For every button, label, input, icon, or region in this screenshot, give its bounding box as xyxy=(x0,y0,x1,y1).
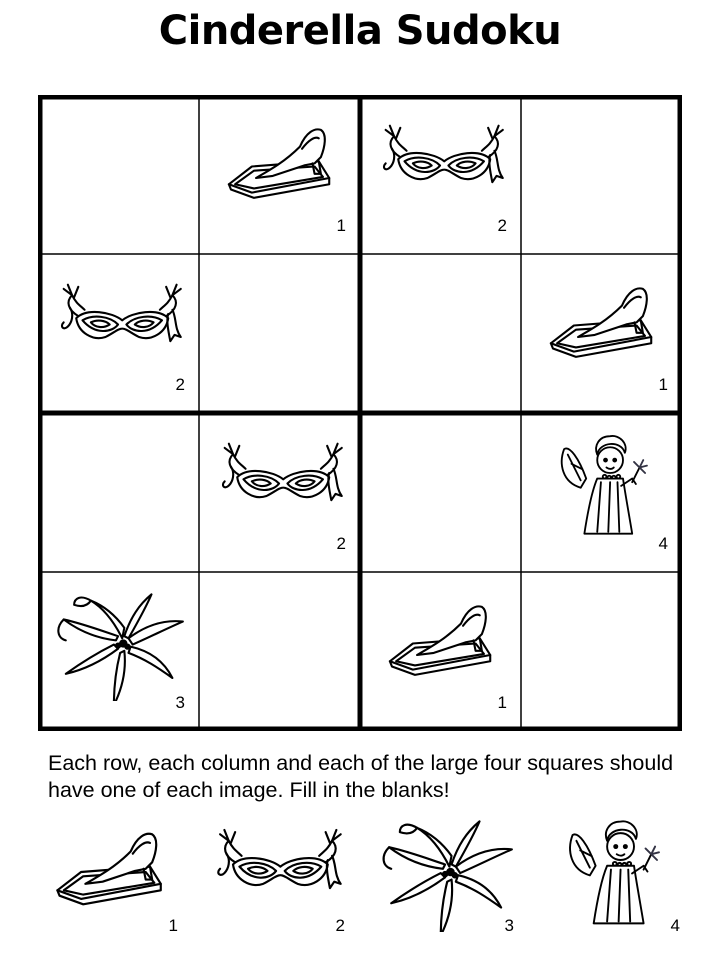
sudoku-cell[interactable] xyxy=(38,254,199,413)
masquerade-mask-icon xyxy=(205,812,345,932)
sudoku-cell[interactable] xyxy=(199,413,360,572)
sudoku-cell[interactable] xyxy=(360,254,521,413)
fairy-godmother-icon xyxy=(540,812,680,932)
sudoku-cell[interactable] xyxy=(360,413,521,572)
legend-masquerade-mask xyxy=(205,812,355,942)
sudoku-cell[interactable] xyxy=(199,95,360,254)
sudoku-cell[interactable] xyxy=(521,572,682,731)
piece-number: 1 xyxy=(497,693,507,712)
sudoku-cell[interactable] xyxy=(38,95,199,254)
piece-number: 2 xyxy=(175,375,185,394)
poinsettia-flower-icon xyxy=(48,586,186,701)
masquerade-mask-icon xyxy=(370,109,508,224)
legend-number: 1 xyxy=(168,916,178,935)
glass-slipper-icon xyxy=(38,812,178,932)
glass-slipper-icon xyxy=(531,268,669,383)
legend-poinsettia-flower xyxy=(374,812,524,942)
piece-number: 1 xyxy=(658,375,668,394)
sudoku-cell[interactable] xyxy=(521,95,682,254)
legend-number: 2 xyxy=(335,916,345,935)
sudoku-cell[interactable] xyxy=(360,95,521,254)
masquerade-mask-icon xyxy=(48,268,186,383)
piece-number: 2 xyxy=(497,216,507,235)
sudoku-cell[interactable] xyxy=(199,572,360,731)
sudoku-cell[interactable] xyxy=(521,413,682,572)
page-title: Cinderella Sudoku xyxy=(158,8,562,54)
fairy-godmother-icon xyxy=(531,427,669,542)
sudoku-grid xyxy=(38,95,682,731)
sudoku-cell[interactable] xyxy=(38,413,199,572)
instructions-text: Each row, each column and each of the large four squares should have one of each image. Fill in the blanks! xyxy=(48,751,674,802)
masquerade-mask-icon xyxy=(209,427,347,542)
glass-slipper-icon xyxy=(209,109,347,224)
legend-glass-slipper xyxy=(38,812,188,942)
sudoku-cell[interactable] xyxy=(38,572,199,731)
piece-number: 1 xyxy=(336,216,346,235)
sudoku-cell[interactable] xyxy=(360,572,521,731)
sudoku-cell[interactable] xyxy=(199,254,360,413)
sudoku-cell[interactable] xyxy=(521,254,682,413)
glass-slipper-icon xyxy=(370,586,508,701)
piece-number: 4 xyxy=(658,534,668,553)
piece-number: 2 xyxy=(336,534,346,553)
legend-number: 4 xyxy=(670,916,680,935)
legend-fairy-godmother xyxy=(540,812,690,942)
legend-number: 3 xyxy=(504,916,514,935)
piece-number: 3 xyxy=(175,693,185,712)
poinsettia-flower-icon xyxy=(374,812,514,932)
